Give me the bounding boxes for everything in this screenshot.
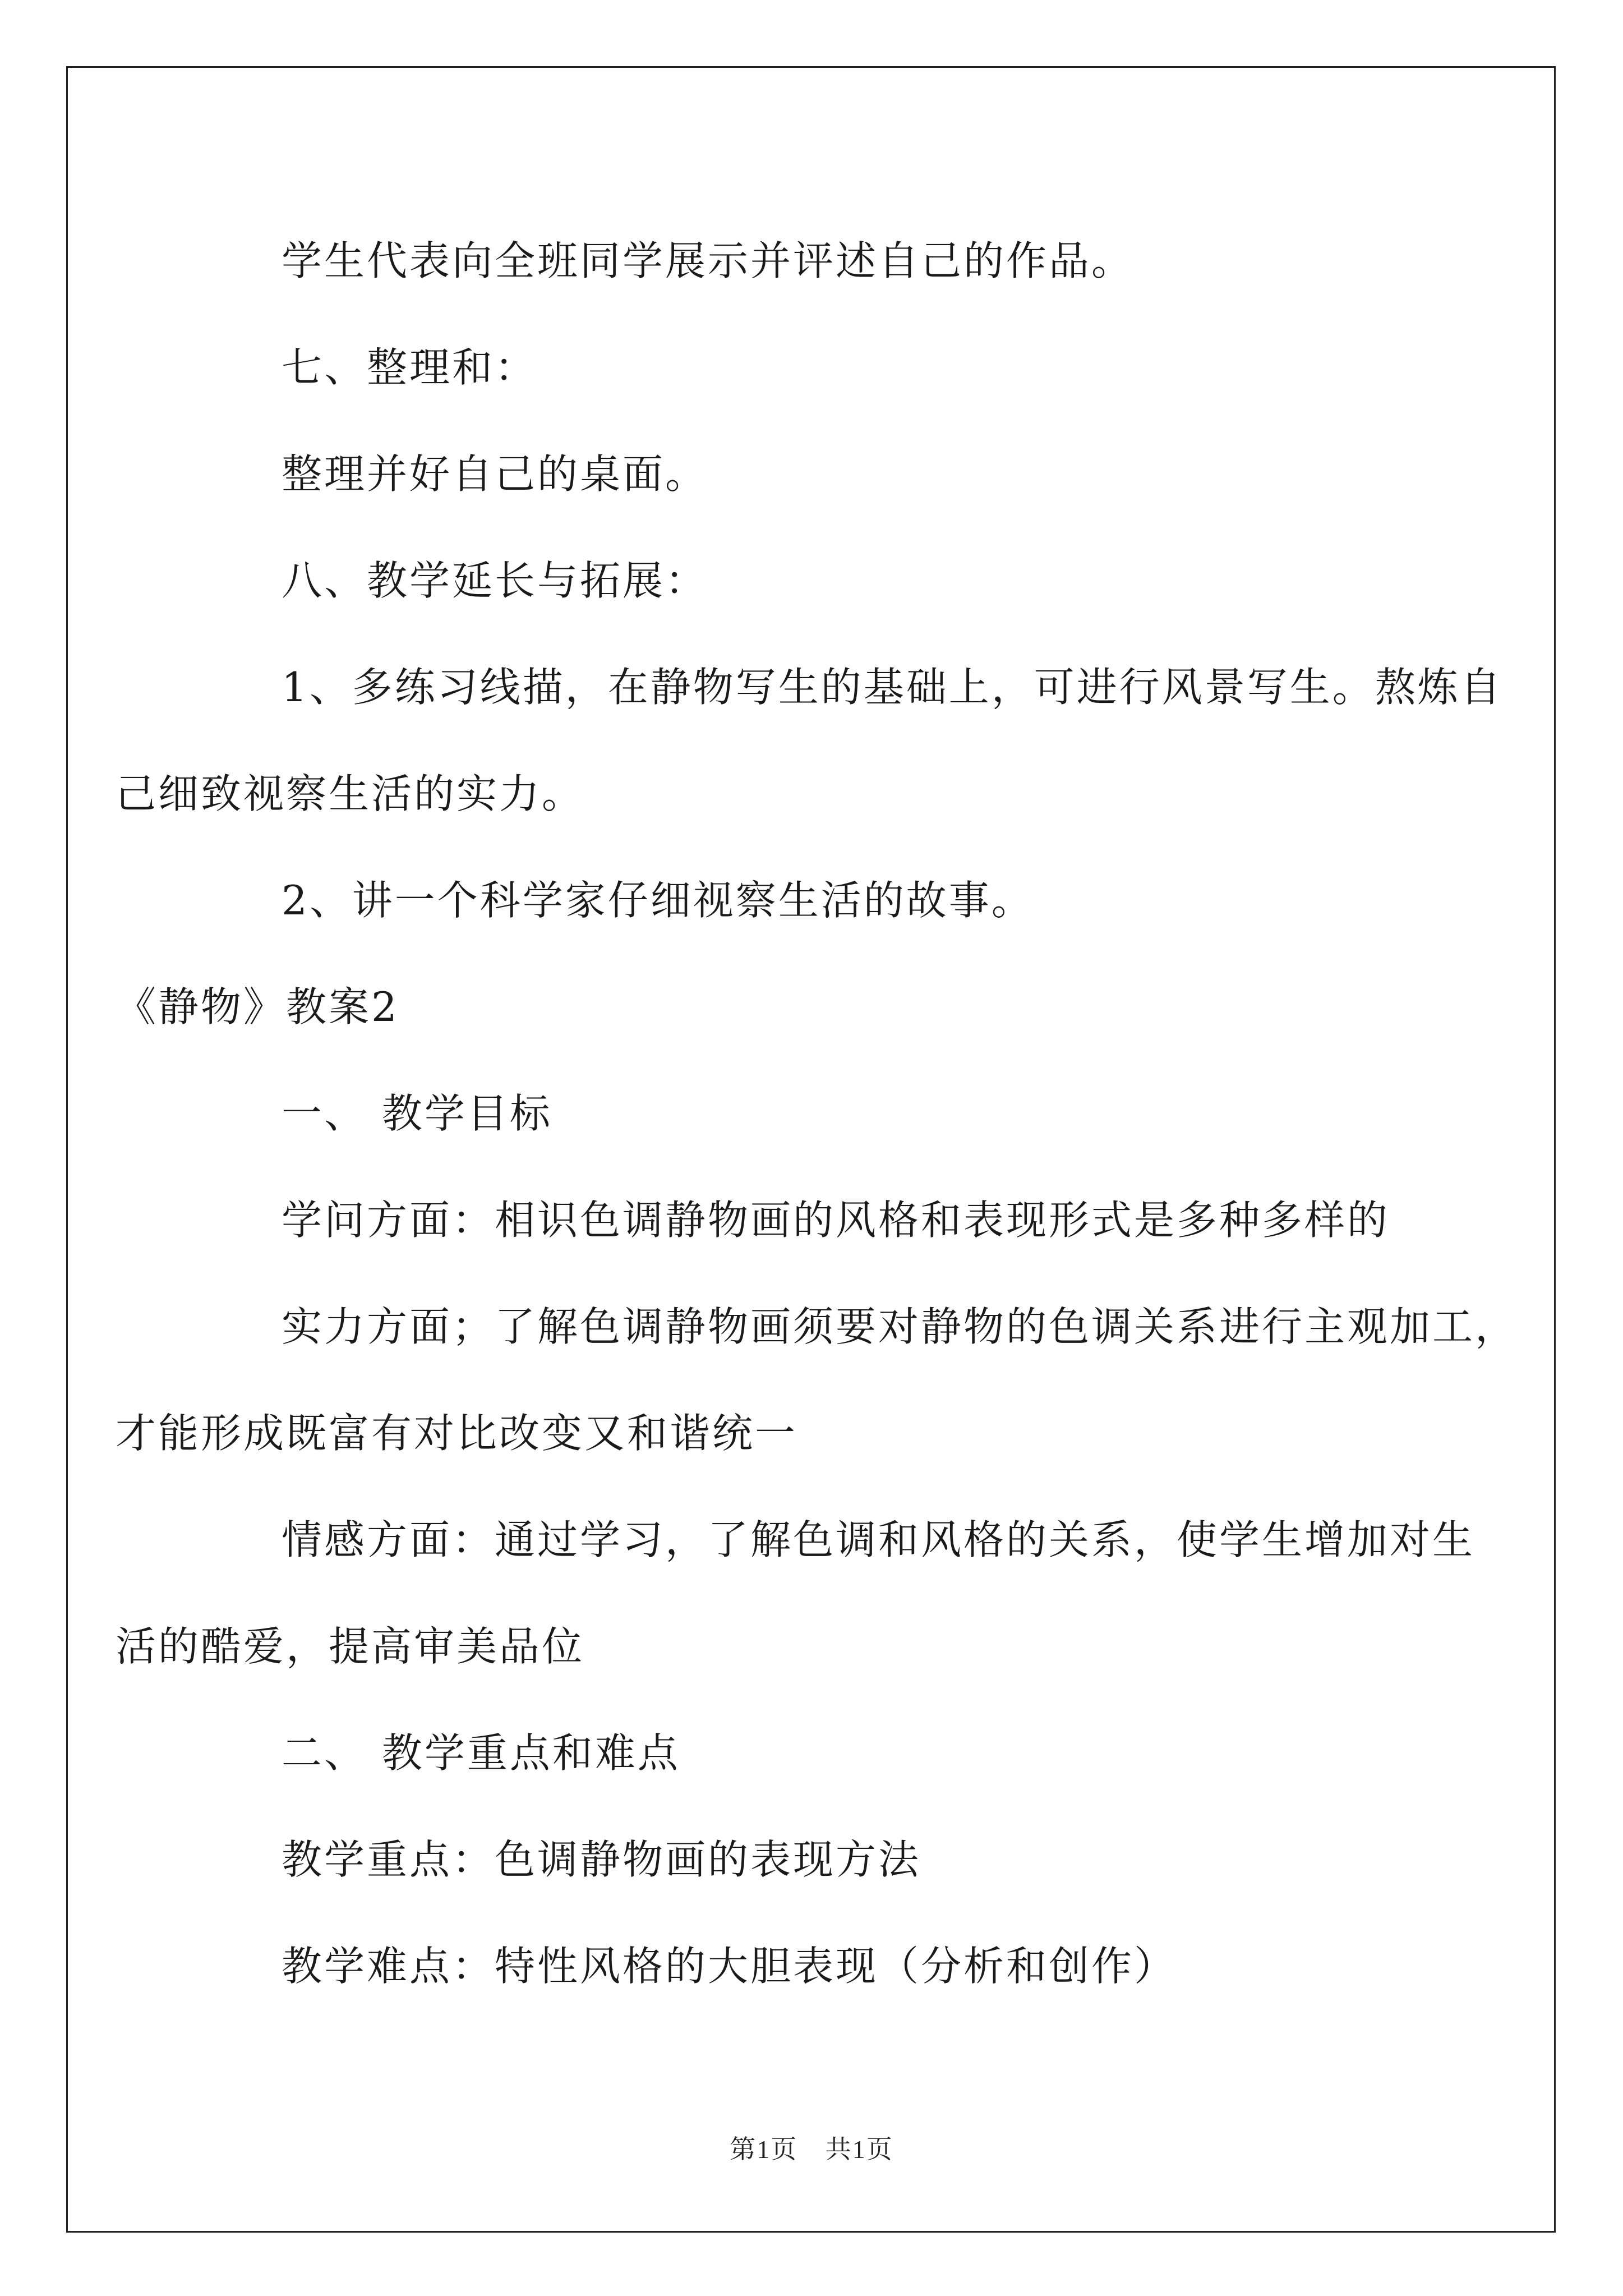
paragraph-2: 整理并好自己的桌面。 xyxy=(282,450,708,498)
teaching-difficulty: 教学难点：特性风格的大胆表现（分析和创作） xyxy=(282,1943,1177,1990)
paragraph-1: 学生代表向全班同学展示并评述自己的作品。 xyxy=(282,237,1135,284)
section-heading-1: 一、 教学目标 xyxy=(282,1090,552,1137)
objective-emotion-continuation: 活的酷爱，提高审美品位 xyxy=(116,1623,585,1670)
section-heading-2: 二、 教学重点和难点 xyxy=(282,1729,680,1777)
list-item-2: 2、讲一个科学家仔细视察生活的故事。 xyxy=(282,877,1034,924)
objective-emotion: 情感方面：通过学习，了解色调和风格的关系，使学生增加对生 xyxy=(282,1516,1476,1563)
page-number-total: 共1页 xyxy=(825,2135,893,2164)
page-number-current: 第1页 xyxy=(730,2135,798,2164)
teaching-focus: 教学重点：色调静物画的表现方法 xyxy=(282,1836,921,1883)
document-body xyxy=(116,208,1518,2019)
page-footer xyxy=(0,2129,1623,2166)
objective-ability: 实力方面；了解色调静物画须要对静物的色调关系进行主观加工， xyxy=(282,1303,1518,1350)
section-heading-8: 八、教学延长与拓展： xyxy=(282,557,708,604)
section-heading-7: 七、整理和： xyxy=(282,344,538,391)
list-item-1-continuation: 己细致视察生活的实力。 xyxy=(116,770,585,817)
objective-knowledge: 学问方面：相识色调静物画的风格和表现形式是多种多样的 xyxy=(282,1197,1390,1244)
list-item-1: 1、多练习线描，在静物写生的基础上，可进行风景写生。熬炼自 xyxy=(282,664,1503,711)
document-title-2: 《静物》教案2 xyxy=(116,983,399,1030)
objective-ability-continuation: 才能形成既富有对比改变又和谐统一 xyxy=(116,1410,798,1457)
